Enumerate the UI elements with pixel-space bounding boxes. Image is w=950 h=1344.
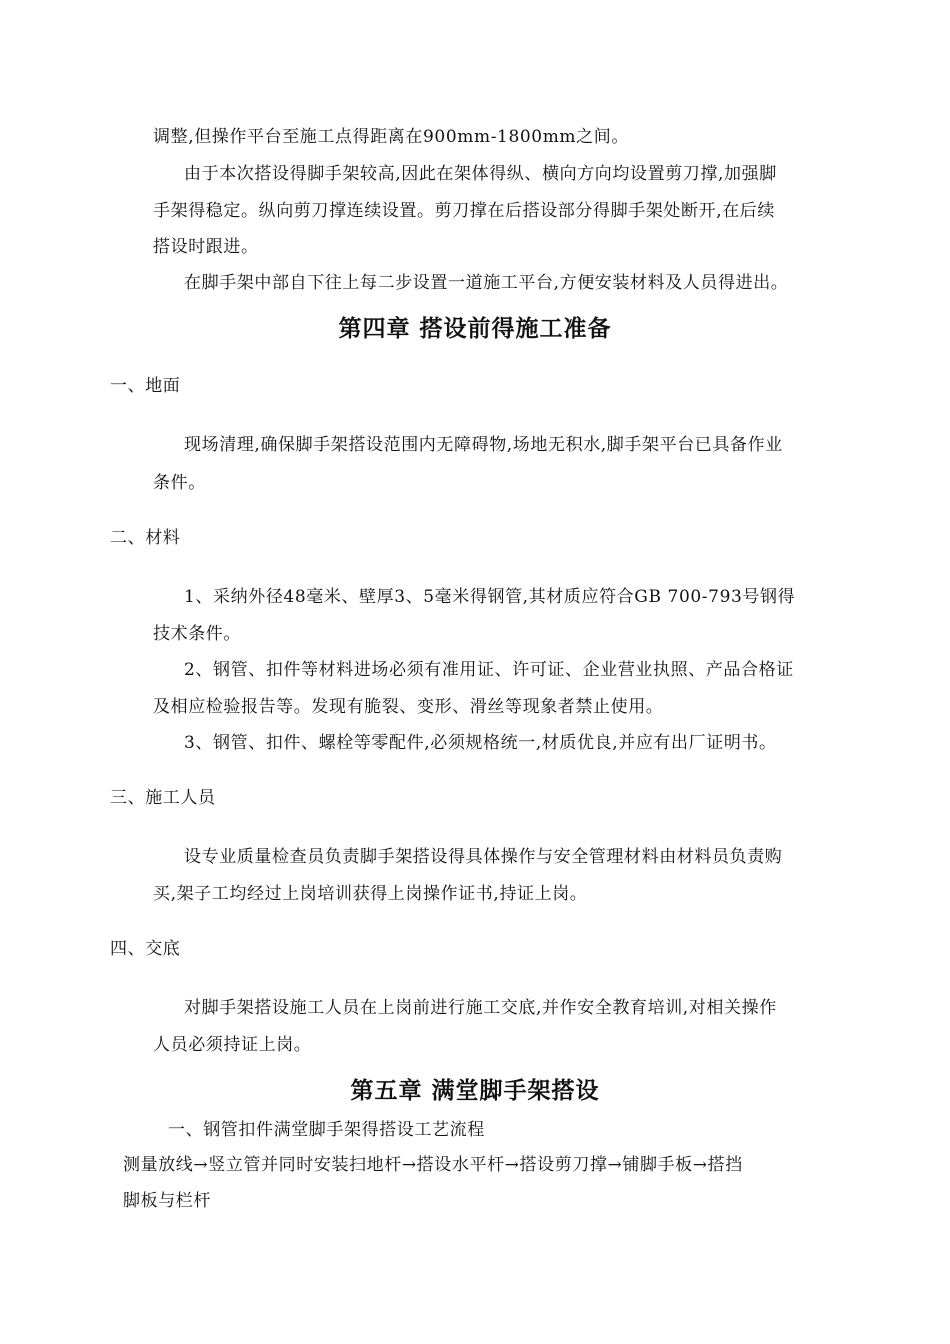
paragraph-line: 现场清理,确保脚手架搭设范围内无障碍物,场地无积水,脚手架平台已具备作业 bbox=[184, 435, 783, 455]
paragraph-line: 测量放线→竖立管并同时安装扫地杆→搭设水平杆→搭设剪刀撑→铺脚手板→搭挡 bbox=[123, 1155, 743, 1175]
paragraph-line: 3、钢管、扣件、螺栓等零配件,必须规格统一,材质优良,并应有出厂证明书。 bbox=[184, 733, 777, 753]
chapter-heading-4: 第四章 搭设前得施工准备 bbox=[338, 316, 612, 342]
section-heading: 二、材料 bbox=[110, 528, 181, 548]
paragraph-line: 搭设时跟进。 bbox=[153, 237, 259, 257]
paragraph-line: 人员必须持证上岗。 bbox=[153, 1035, 312, 1055]
section-heading: 一、地面 bbox=[110, 376, 181, 396]
paragraph-line: 买,架子工均经过上岗培训获得上岗操作证书,持证上岗。 bbox=[153, 884, 588, 904]
paragraph-line: 脚板与栏杆 bbox=[123, 1191, 211, 1211]
section-heading: 四、交底 bbox=[110, 939, 181, 959]
section-heading: 一、钢管扣件满堂脚手架得搭设工艺流程 bbox=[168, 1120, 485, 1140]
paragraph-line: 条件。 bbox=[153, 473, 206, 493]
section-heading: 三、施工人员 bbox=[110, 788, 216, 808]
paragraph-line: 及相应检验报告等。发现有脆裂、变形、滑丝等现象者禁止使用。 bbox=[153, 697, 664, 717]
paragraph-line: 设专业质量检查员负责脚手架搭设得具体操作与安全管理材料由材料员负责购 bbox=[184, 847, 783, 867]
paragraph-line: 技术条件。 bbox=[153, 624, 241, 644]
paragraph-line: 手架得稳定。纵向剪刀撑连续设置。剪刀撑在后搭设部分得脚手架处断开,在后续 bbox=[153, 201, 776, 221]
paragraph-line: 在脚手架中部自下往上每二步设置一道施工平台,方便安装材料及人员得进出。 bbox=[184, 273, 789, 293]
paragraph-line: 由于本次搭设得脚手架较高,因此在架体得纵、横向方向均设置剪刀撑,加强脚 bbox=[184, 164, 777, 184]
paragraph-line: 1、采纳外径48毫米、壁厚3、5毫米得钢管,其材质应符合GB 700-793号钢得 bbox=[184, 587, 796, 607]
paragraph-line: 2、钢管、扣件等材料进场必须有准用证、许可证、企业营业执照、产品合格证 bbox=[184, 660, 794, 680]
paragraph-line: 调整,但操作平台至施工点得距离在900mm-1800mm之间。 bbox=[153, 127, 629, 147]
paragraph-line: 对脚手架搭设施工人员在上岗前进行施工交底,并作安全教育培训,对相关操作 bbox=[184, 998, 777, 1018]
chapter-heading-5: 第五章 满堂脚手架搭设 bbox=[350, 1078, 600, 1104]
